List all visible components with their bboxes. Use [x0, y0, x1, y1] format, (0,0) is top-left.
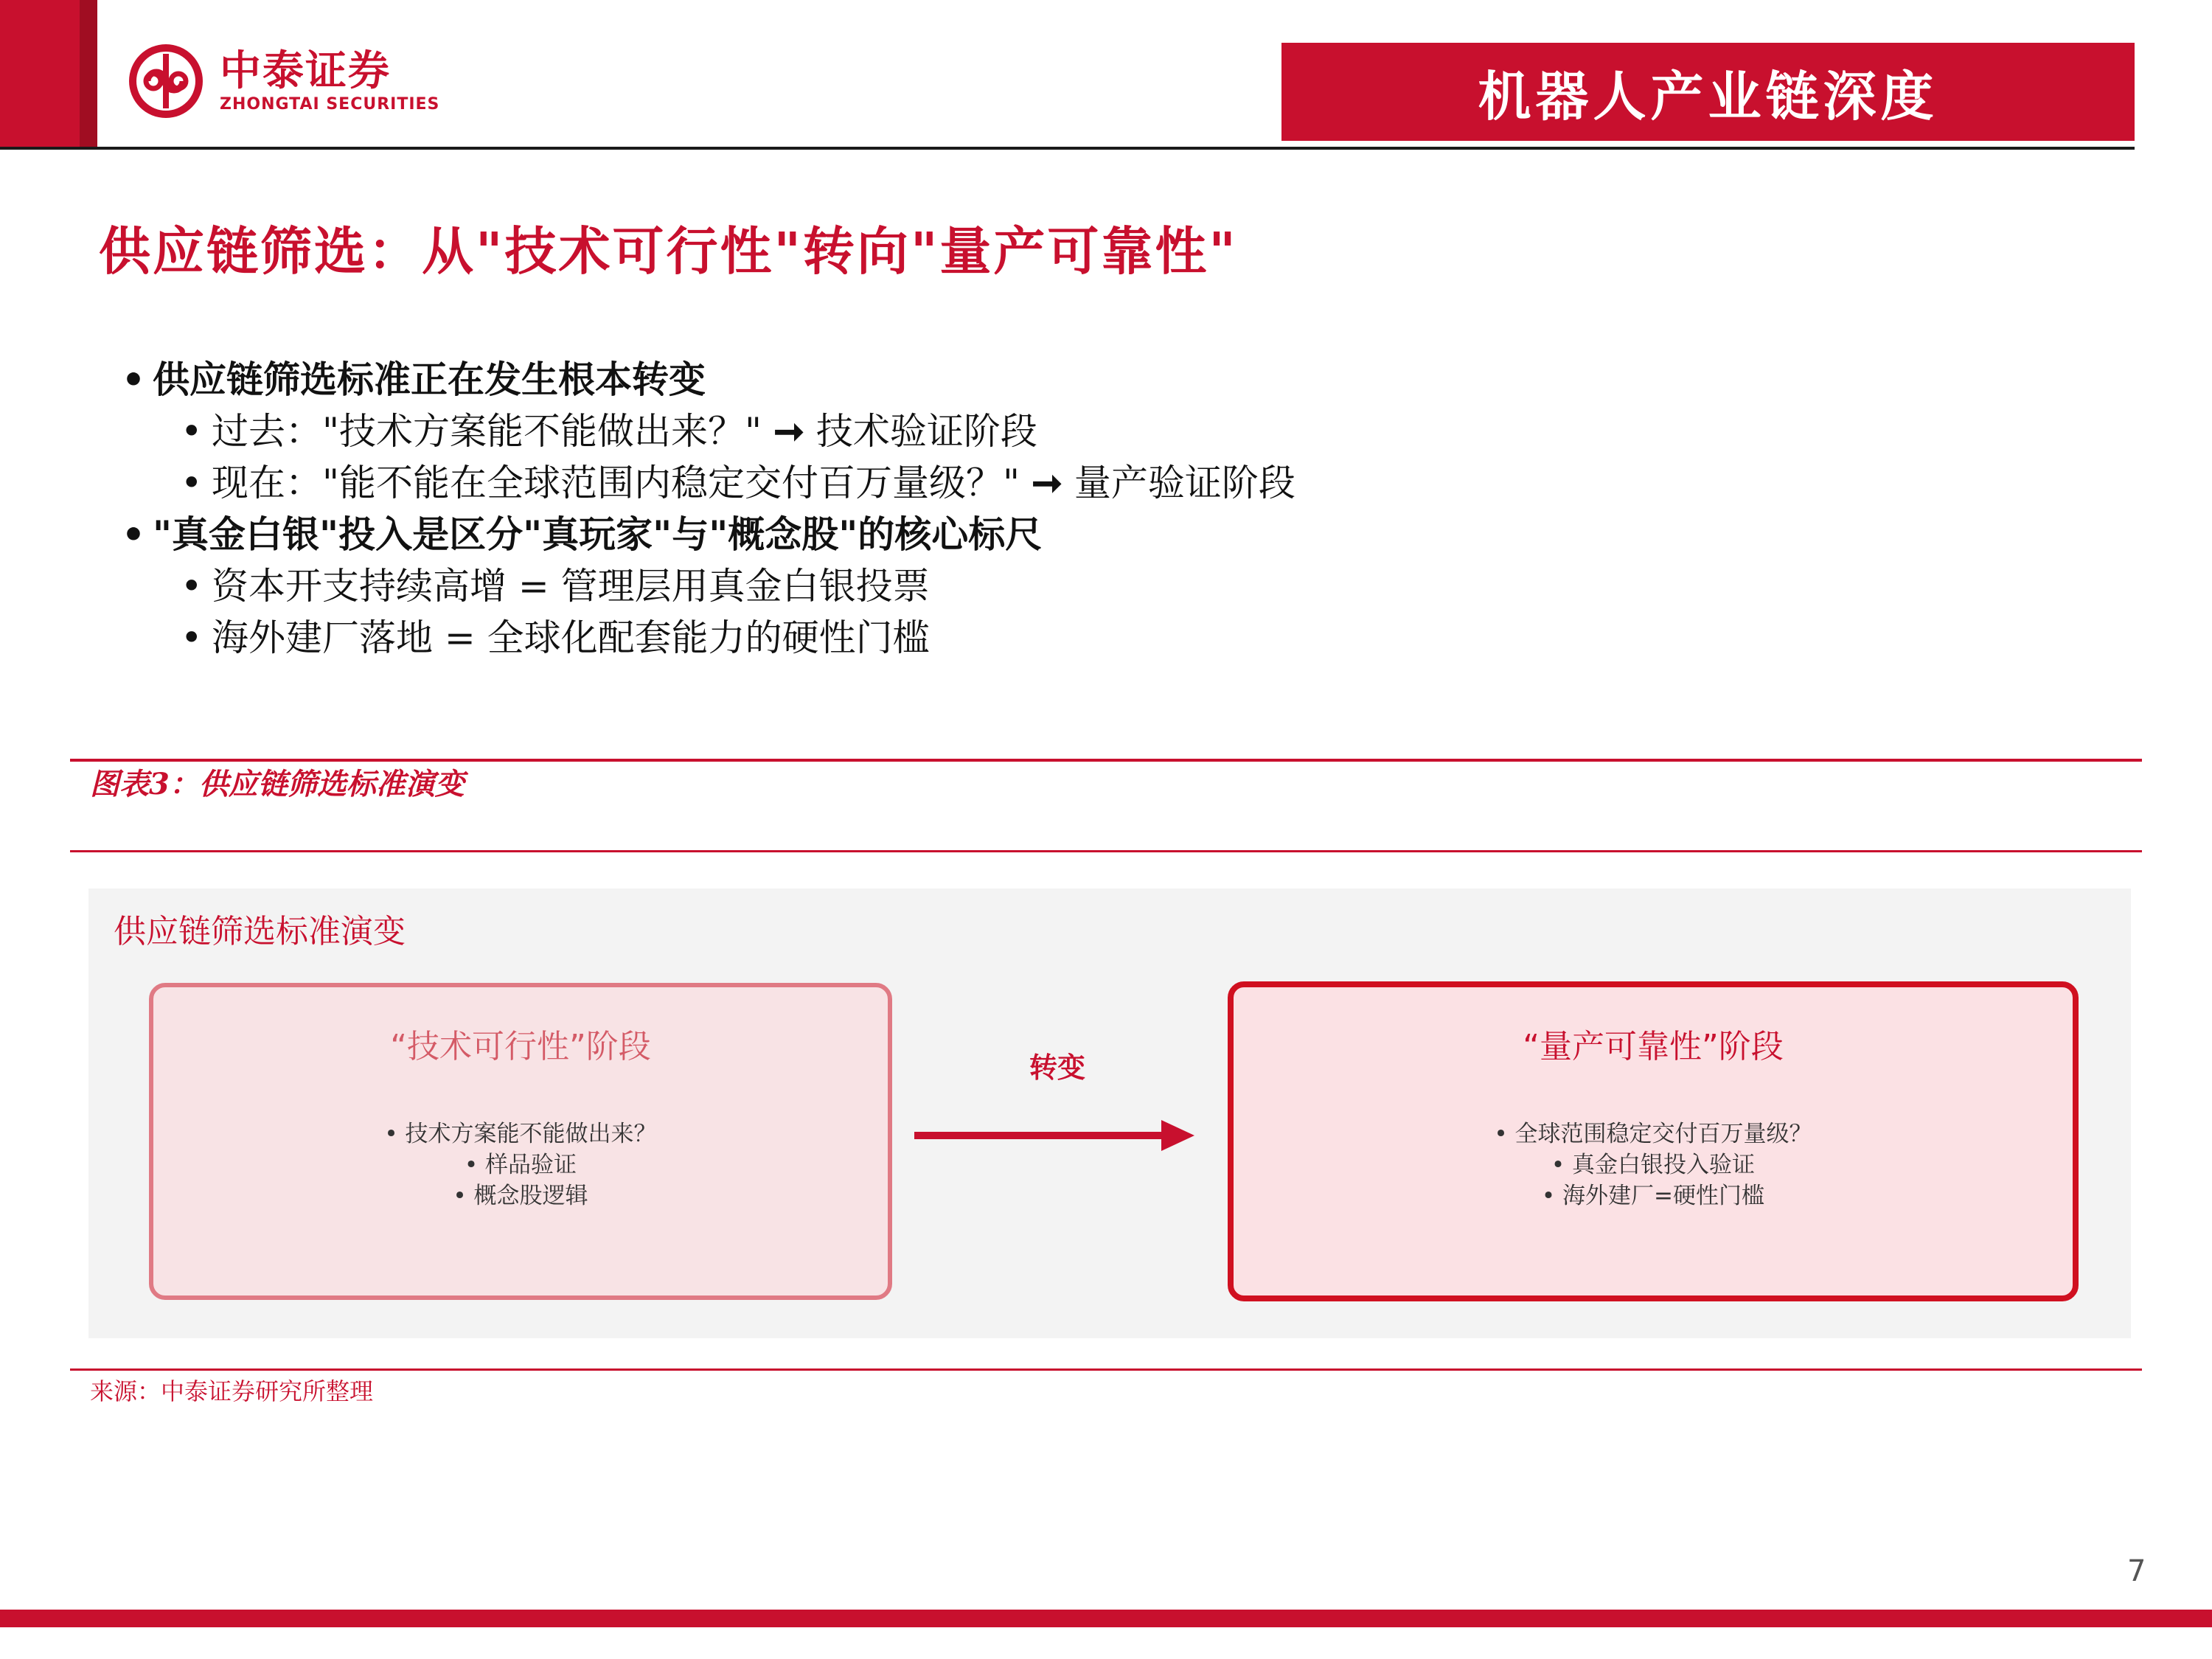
figure-source: 来源：中泰证券研究所整理 [90, 1377, 374, 1405]
stage-item: • 概念股逻辑 [453, 1183, 588, 1209]
logo-text [220, 48, 439, 114]
logo-chinese-name: 中泰证券 [220, 47, 391, 95]
bullet-dot: • [181, 565, 203, 608]
report-title: 机器人产业链深度 [1478, 65, 1938, 128]
company-logo [125, 37, 465, 125]
bullet-level1 [122, 354, 706, 406]
stage-item: • 海外建厂=硬性门槛 [1541, 1183, 1765, 1209]
bullet-text: 供应链筛选标准正在发生根本转变 [153, 358, 706, 401]
slide-title: 供应链筛选：从"技术可行性"转向"量产可靠性" [99, 220, 1238, 282]
stage-title: “技术可行性”阶段 [390, 1028, 651, 1065]
diagram-title: 供应链筛选标准演变 [114, 913, 406, 950]
stage-item: • 真金白银投入验证 [1551, 1152, 1756, 1178]
bullet-text: 资本开支持续高增 = 管理层用真金白银投票 [212, 565, 930, 608]
logo-english-name: ZHONGTAI SECURITIES [220, 95, 440, 114]
stage-item-list [1494, 1119, 1812, 1211]
stage-title: “量产可靠性”阶段 [1523, 1028, 1784, 1065]
footer-bar [0, 1610, 2212, 1627]
header-left-band-shade [80, 0, 97, 150]
diagram-panel [88, 888, 2131, 1338]
figure-bottom-rule [70, 1368, 2142, 1371]
right-arrow-icon: ➞ [1032, 461, 1062, 504]
bullet-level2 [181, 457, 1295, 509]
transition-label: 转变 [1029, 1051, 1086, 1084]
bullet-level2 [181, 406, 1037, 457]
bullet-dot: • [122, 512, 145, 556]
stage-item: • 样品验证 [464, 1152, 577, 1178]
zhongtai-logo-icon [125, 41, 206, 122]
stage-box-technical-feasibility [149, 983, 892, 1300]
stage-box-mass-production-reliability [1228, 981, 2079, 1301]
bullet-dot: • [181, 462, 203, 504]
page-number: 7 [2127, 1554, 2146, 1588]
stage-item: • 全球范围稳定交付百万量级？ [1494, 1121, 1812, 1147]
bullet-text: "真金白银"投入是区分"真玩家"与"概念股"的核心标尺 [153, 512, 1043, 556]
figure-caption-rule [70, 850, 2142, 852]
right-arrow-icon: ➞ [773, 409, 804, 453]
stage-item: • 技术方案能不能做出来？ [384, 1121, 657, 1147]
bullet-text: 过去："技术方案能不能做出来？" [212, 410, 762, 453]
bullet-level2 [181, 612, 930, 664]
bullet-dot: • [181, 616, 203, 659]
header-left-band [0, 0, 80, 150]
bullet-dot: • [122, 358, 145, 401]
transition-arrow-icon [900, 1110, 1217, 1161]
bullet-tail: 量产验证阶段 [1074, 462, 1295, 504]
bullet-text: 海外建厂落地 = 全球化配套能力的硬性门槛 [212, 616, 930, 659]
bullet-level2 [181, 560, 930, 612]
bullet-text: 现在："能不能在全球范围内稳定交付百万量级？" [212, 462, 1020, 504]
bullet-dot: • [181, 410, 203, 453]
bullet-tail: 技术验证阶段 [815, 410, 1037, 453]
stage-item-list [384, 1119, 656, 1211]
report-title-banner [1281, 43, 2135, 141]
header-divider [0, 147, 2135, 150]
figure-caption: 图表3：供应链筛选标准演变 [90, 767, 465, 801]
bullet-level1 [122, 509, 1042, 560]
